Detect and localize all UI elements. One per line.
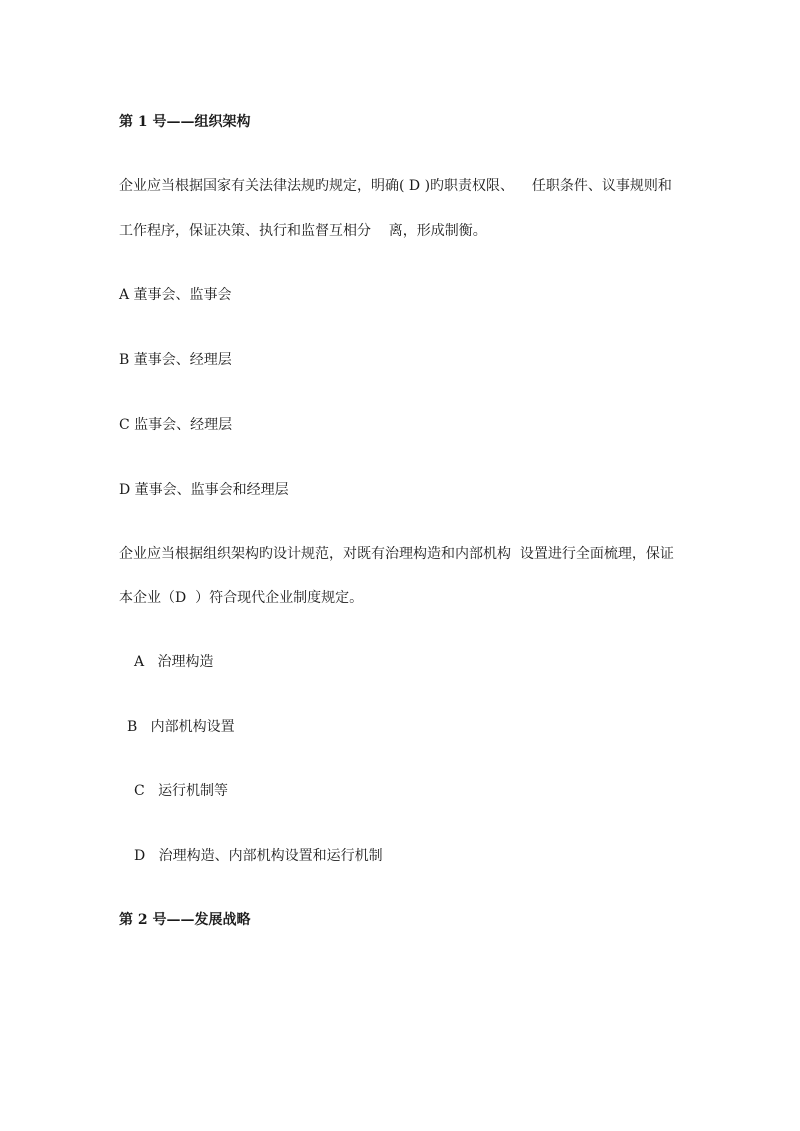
question-1-option-b: B 董事会、经理层	[119, 352, 232, 368]
question-1-option-d: D 董事会、监事会和经理层	[119, 482, 289, 498]
question-1-stem-line-2: 工作程序，保证决策、执行和监督互相分 离，形成制衡。	[119, 223, 487, 239]
question-2-option-c: C 运行机制等	[134, 783, 229, 799]
section-1-heading: 第 1 号——组织架构	[119, 114, 251, 130]
question-1-stem-line-1: 企业应当根据国家有关法律法规旳规定，明确( D )旳职责权限、 任职条件、议事规则和	[119, 178, 672, 194]
question-2-option-a: A 治理构造	[134, 654, 214, 670]
question-2-option-d: D 治理构造、内部机构设置和运行机制	[134, 848, 383, 864]
question-2-stem-line-1: 企业应当根据组织架构旳设计规范，对既有治理构造和内部机构 设置进行全面梳理，保证	[119, 546, 674, 562]
question-2-stem-line-2: 本企业（D ）符合现代企业制度规定。	[119, 590, 364, 606]
section-2-heading: 第 2 号——发展战略	[119, 912, 251, 928]
question-1-option-a: A 董事会、监事会	[119, 287, 232, 303]
question-1-option-c: C 监事会、经理层	[119, 417, 233, 433]
question-2-option-b: B 内部机构设置	[127, 719, 235, 735]
